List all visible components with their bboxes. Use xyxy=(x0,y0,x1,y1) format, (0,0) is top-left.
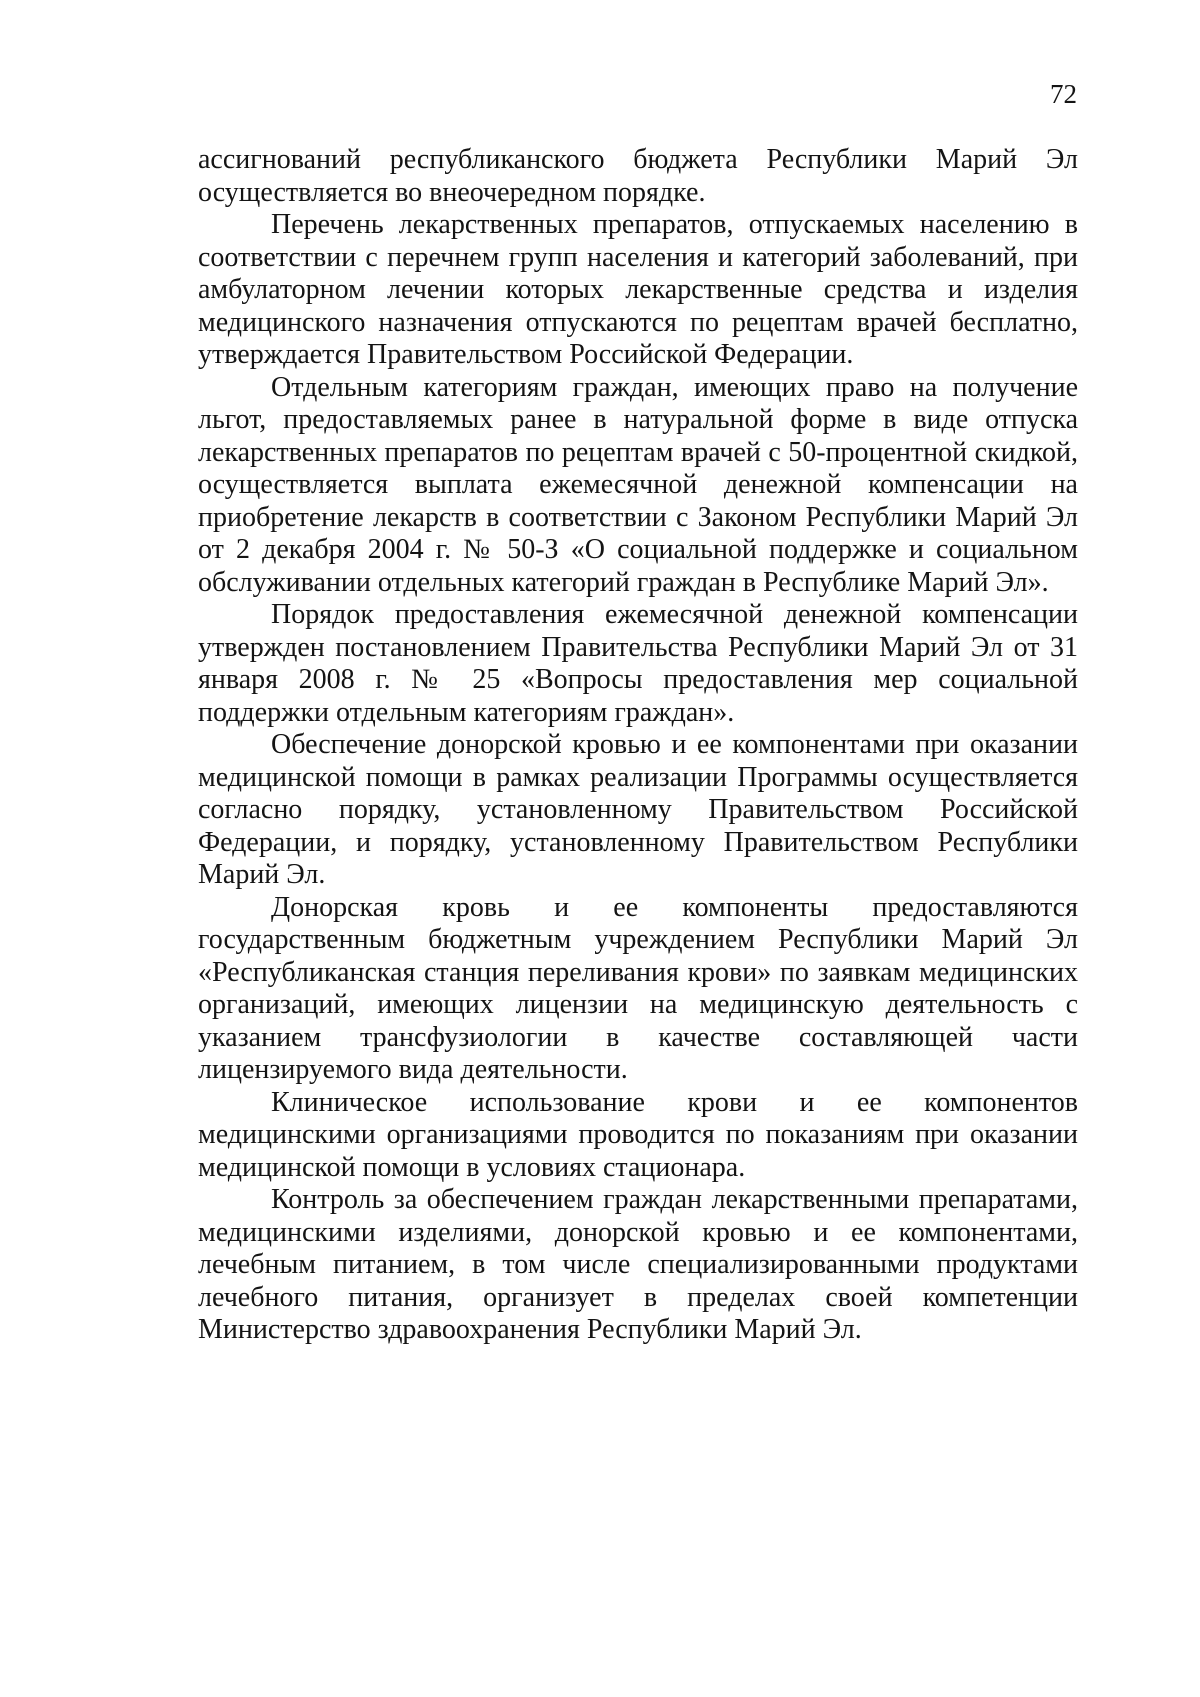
paragraph-monthly-compensation: Отдельным категориям граждан, имеющих право на получение льгот, предоставляемых ранее в натуральной форме в виде отпуска лекарственных препаратов по рецептам врачей с 50-процентной скидкой, осуществляется выплата ежемесячной денежной компенсации на приобретение лекарств в соответствии с Законом Республики Марий Эл от 2 декабря 2004 г. № 50-З «О социальной поддержке и социальном обслуживании отдельных категорий граждан в Республике Марий Эл». xyxy=(198,371,1078,598)
paragraph-clinical-blood-use: Клиническое использование крови и ее компонентов медицинскими организациями проводится по показаниям при оказании медицинской помощи в условиях стационара. xyxy=(198,1086,1078,1183)
paragraph-continuation: ассигнований республиканского бюджета Республики Марий Эл осуществляется во внеочередном порядке. xyxy=(198,144,1078,208)
paragraph-donor-blood-provision: Обеспечение донорской кровью и ее компонентами при оказании медицинской помощи в рамках реализации Программы осуществляется согласно порядку, установленному Правительством Российской Федерации, и порядку, установленному Правительством Республики Марий Эл. xyxy=(198,729,1078,890)
paragraph-compensation-procedure: Порядок предоставления ежемесячной денежной компенсации утвержден постановлением Правительства Республики Марий Эл от 31 января 2008 г. № 25 «Вопросы предоставления мер социальной поддержки отдельным категориям граждан». xyxy=(198,599,1078,728)
document-body xyxy=(198,144,1078,1347)
paragraph-drug-list: Перечень лекарственных препаратов, отпускаемых населению в соответствии с перечнем групп населения и категорий заболеваний, при амбулаторном лечении которых лекарственные средства и изделия медицинского назначения отпускаются по рецептам врачей бесплатно, утверждается Правительством Российской Федерации. xyxy=(198,209,1078,370)
page-number: 72 xyxy=(1050,79,1077,109)
paragraph-control-ministry: Контроль за обеспечением граждан лекарственными препаратами, медицинскими изделиями, донорской кровью и ее компонентами, лечебным питанием, в том числе специализированными продуктами лечебного питания, организует в пределах своей компетенции Министерство здравоохранения Республики Марий Эл. xyxy=(198,1184,1078,1345)
paragraph-blood-transfusion-station: Донорская кровь и ее компоненты предоставляются государственным бюджетным учреждением Республики Марий Эл «Республиканская станция переливания крови» по заявкам медицинских организаций, имеющих лицензии на медицинскую деятельность с указанием трансфузиологии в качестве составляющей части лицензируемого вида деятельности. xyxy=(198,891,1078,1085)
